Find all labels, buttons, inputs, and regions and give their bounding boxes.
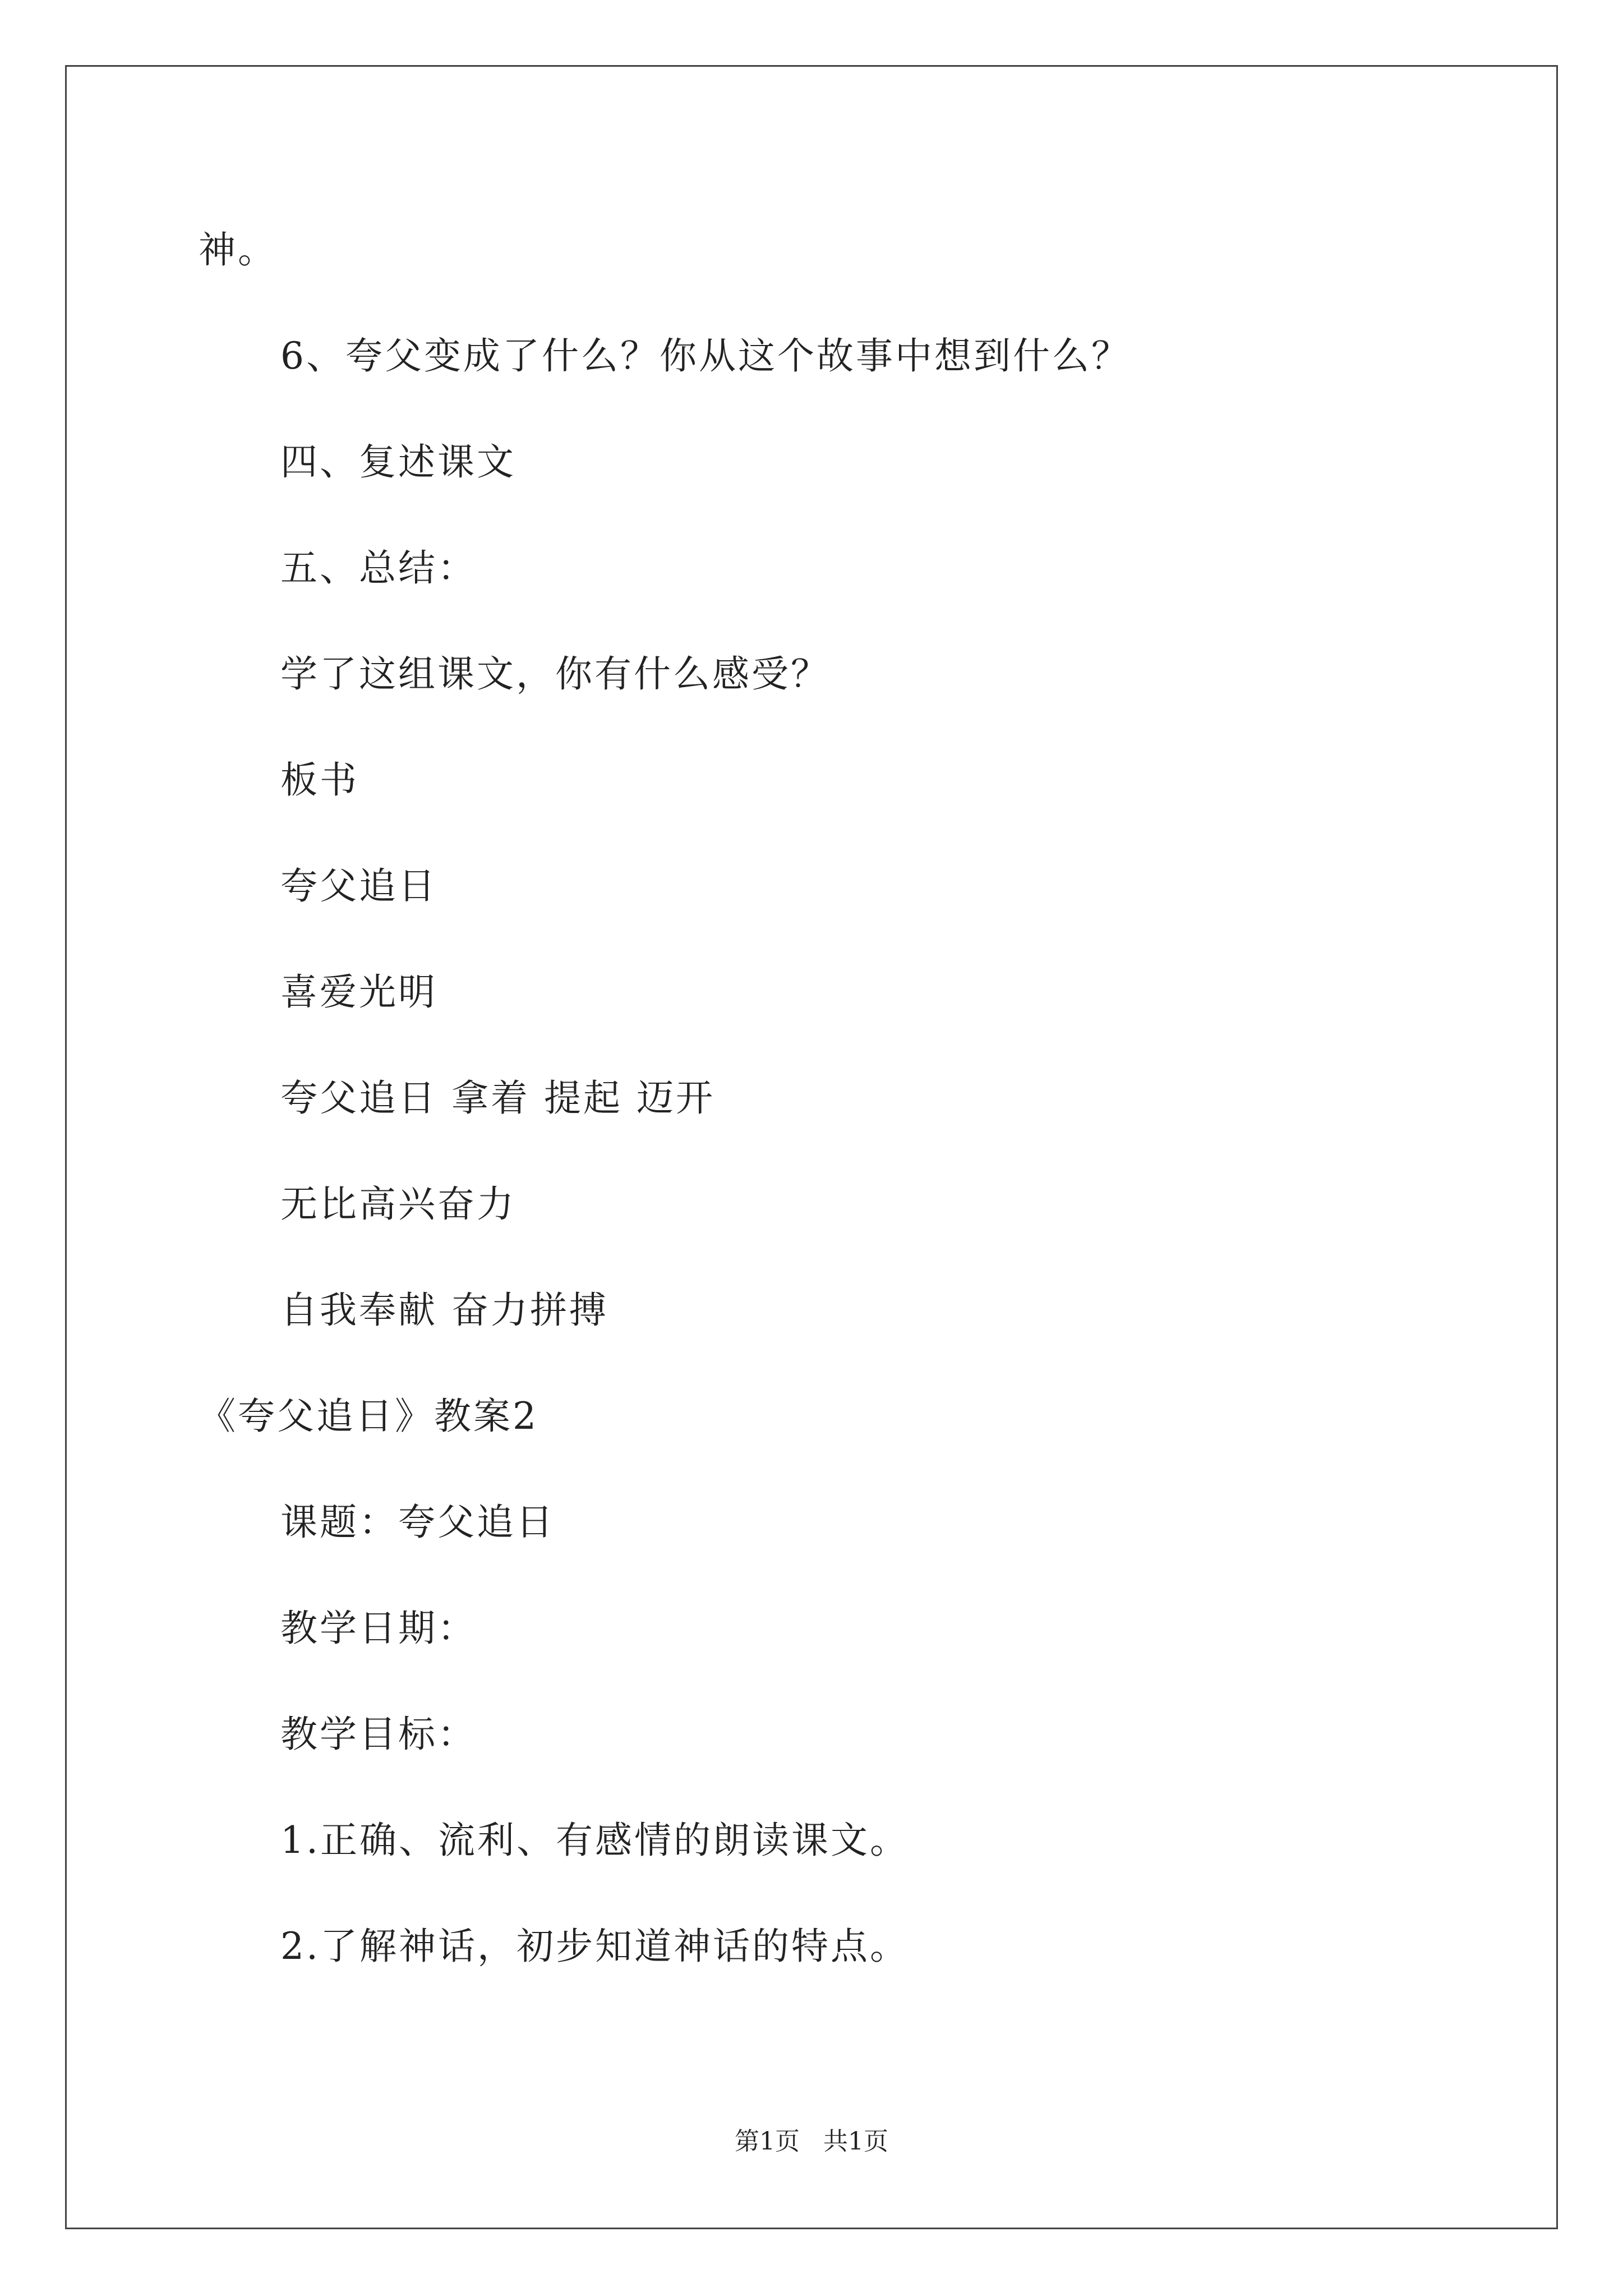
text-line: 神。 <box>199 228 277 272</box>
text-line: 2.了解神话，初步知道神话的特点。 <box>280 1925 909 1968</box>
text-line: 板书 <box>280 758 359 802</box>
text-line: 四、复述课文 <box>280 440 516 484</box>
text-line: 无比高兴奋力 <box>280 1182 516 1226</box>
text-line: 喜爱光明 <box>280 970 437 1014</box>
text-line: 自我奉献 奋力拼搏 <box>280 1289 608 1332</box>
text-line: 夸父追日 拿着 提起 迈开 <box>280 1076 715 1120</box>
text-line: 学了这组课文，你有什么感受？ <box>280 652 830 696</box>
page-footer: 第1页 共1页 <box>735 2127 888 2156</box>
section-heading: 《夸父追日》教案2 <box>199 1395 538 1438</box>
text-line: 教学目标： <box>280 1713 477 1756</box>
text-line: 1.正确、流利、有感情的朗读课文。 <box>280 1819 909 1862</box>
text-line: 夸父追日 <box>280 864 437 908</box>
text-line: 教学日期： <box>280 1607 477 1650</box>
text-line: 五、总结： <box>280 546 477 590</box>
text-line: 课题：夸父追日 <box>280 1501 555 1544</box>
page-frame <box>65 65 1558 2229</box>
text-line: 6、夸父变成了什么？你从这个故事中想到什么？ <box>280 334 1131 378</box>
